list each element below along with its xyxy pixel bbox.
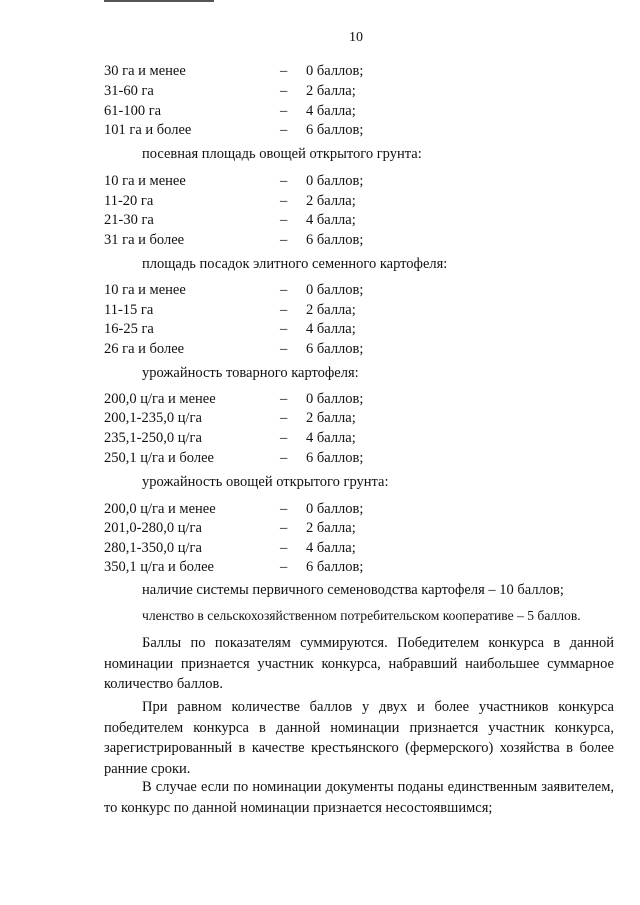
row-points: 6 баллов; xyxy=(306,559,364,575)
single-applicant-paragraph: В случае если по номинации документы поданы единственным заявителем, то конкурс по данной номинации признается несостоявшимся; xyxy=(104,779,614,816)
seed-system-criterion: наличие системы первичного семеноводства картофеля – 10 баллов; xyxy=(142,582,564,598)
row-dash: – xyxy=(280,430,288,446)
row-label: 11-20 га xyxy=(104,193,154,209)
row-label: 200,1-235,0 ц/га xyxy=(104,410,202,426)
row-dash: – xyxy=(280,501,288,517)
row-points: 4 балла; xyxy=(306,430,356,446)
row-label: 201,0-280,0 ц/га xyxy=(104,520,202,536)
row-points: 4 балла; xyxy=(306,321,356,337)
row-dash: – xyxy=(280,212,288,228)
section-heading: урожайность товарного картофеля: xyxy=(142,365,359,381)
row-dash: – xyxy=(280,193,288,209)
summation-paragraph: Баллы по показателям суммируются. Победителем конкурса в данной номинации признается участник конкурса, набравший наибольшее суммарное количество баллов. xyxy=(104,635,614,692)
row-label: 101 га и более xyxy=(104,122,192,138)
row-points: 2 балла; xyxy=(306,520,356,536)
row-points: 4 балла; xyxy=(306,540,356,556)
row-dash: – xyxy=(280,391,288,407)
row-label: 200,0 ц/га и менее xyxy=(104,391,216,407)
row-dash: – xyxy=(280,232,288,248)
row-points: 6 баллов; xyxy=(306,232,364,248)
row-points: 6 баллов; xyxy=(306,122,364,138)
row-dash: – xyxy=(280,559,288,575)
row-label: 250,1 ц/га и более xyxy=(104,450,214,466)
section-heading: урожайность овощей открытого грунта: xyxy=(142,474,389,490)
page-number: 10 xyxy=(349,30,363,45)
row-label: 200,0 ц/га и менее xyxy=(104,501,216,517)
row-points: 6 баллов; xyxy=(306,341,364,357)
row-label: 280,1-350,0 ц/га xyxy=(104,540,202,556)
row-points: 4 балла; xyxy=(306,103,356,119)
row-points: 0 баллов; xyxy=(306,63,364,79)
row-label: 10 га и менее xyxy=(104,282,186,298)
row-points: 2 балла; xyxy=(306,410,356,426)
row-dash: – xyxy=(280,540,288,556)
row-points: 0 баллов; xyxy=(306,391,364,407)
row-dash: – xyxy=(280,520,288,536)
row-label: 16-25 га xyxy=(104,321,154,337)
row-label: 350,1 ц/га и более xyxy=(104,559,214,575)
row-dash: – xyxy=(280,63,288,79)
row-label: 31-60 га xyxy=(104,83,154,99)
row-points: 0 баллов; xyxy=(306,501,364,517)
row-dash: – xyxy=(280,450,288,466)
row-label: 26 га и более xyxy=(104,341,185,357)
row-dash: – xyxy=(280,83,288,99)
section-heading: площадь посадок элитного семенного картофеля: xyxy=(142,256,448,272)
row-dash: – xyxy=(280,282,288,298)
row-points: 2 балла; xyxy=(306,193,356,209)
row-points: 2 балла; xyxy=(306,302,356,318)
tie-break-paragraph: При равном количестве баллов у двух и более участников конкурса победителем конкурса в данной номинации признается участник конкурса, зарегистрированный в качестве крестьянского (фермерского) хозяйства в более ранние сроки. xyxy=(104,699,614,777)
row-dash: – xyxy=(280,321,288,337)
row-points: 4 балла; xyxy=(306,212,356,228)
row-label: 61-100 га xyxy=(104,103,162,119)
row-dash: – xyxy=(280,410,288,426)
row-label: 11-15 га xyxy=(104,302,154,318)
row-label: 31 га и более xyxy=(104,232,185,248)
row-dash: – xyxy=(280,302,288,318)
row-label: 30 га и менее xyxy=(104,63,186,79)
row-label: 21-30 га xyxy=(104,212,154,228)
row-dash: – xyxy=(280,341,288,357)
top-rule xyxy=(104,0,214,2)
section-heading: посевная площадь овощей открытого грунта: xyxy=(142,146,422,162)
row-points: 6 баллов; xyxy=(306,450,364,466)
row-dash: – xyxy=(280,173,288,189)
row-points: 2 балла; xyxy=(306,83,356,99)
row-points: 0 баллов; xyxy=(306,173,364,189)
row-dash: – xyxy=(280,122,288,138)
row-label: 235,1-250,0 ц/га xyxy=(104,430,202,446)
row-dash: – xyxy=(280,103,288,119)
row-points: 0 баллов; xyxy=(306,282,364,298)
cooperative-criterion: членство в сельскохозяйственном потребительском кооперативе – 5 баллов. xyxy=(142,608,581,623)
row-label: 10 га и менее xyxy=(104,173,186,189)
